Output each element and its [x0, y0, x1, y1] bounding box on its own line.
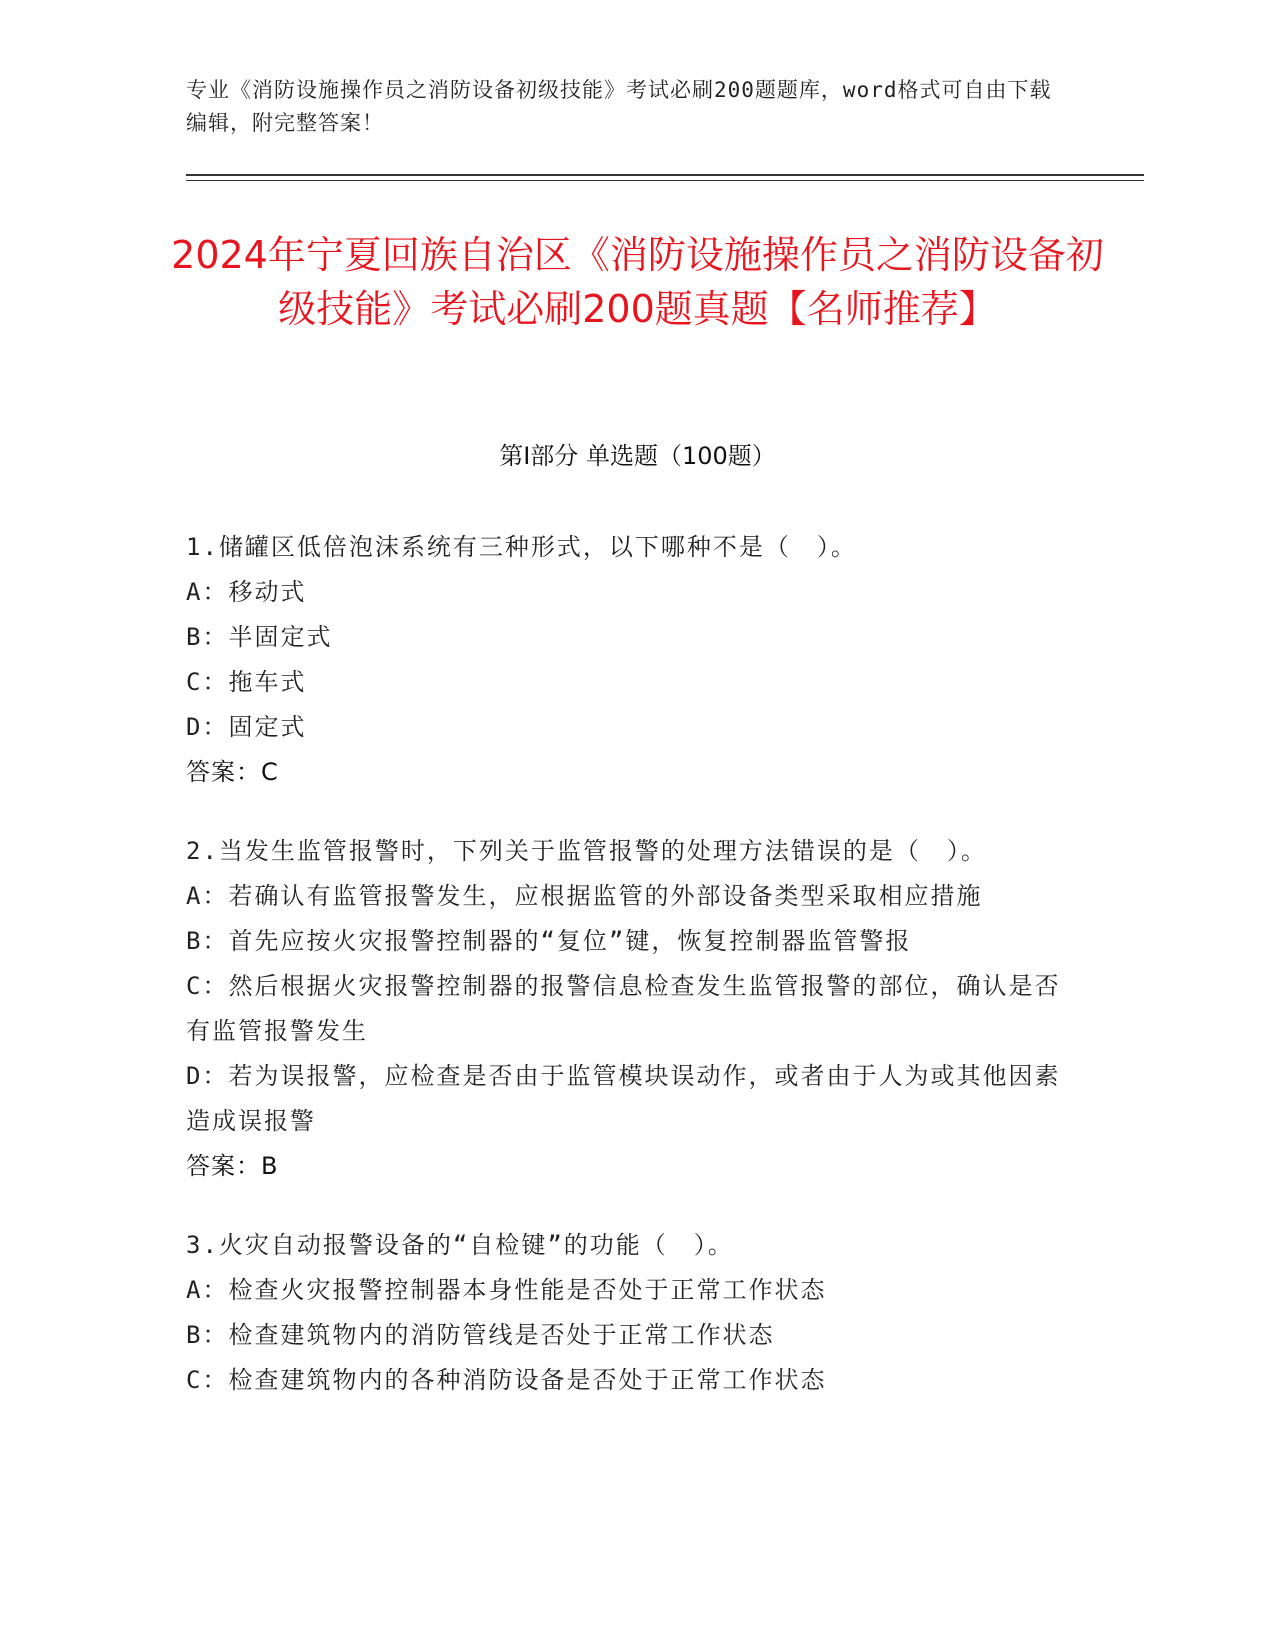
- header-divider-thick: [186, 174, 1144, 176]
- answer: 答案：C: [186, 758, 279, 786]
- question-stem: 3.火灾自动报警设备的“自检键”的功能（ ）。: [186, 1231, 734, 1259]
- option-a: A：移动式: [186, 578, 307, 606]
- answer: 答案：B: [186, 1152, 279, 1180]
- document-title: 2024年宁夏回族自治区《消防设施操作员之消防设备初级技能》考试必刷200题真题【名师推荐】: [171, 233, 1104, 331]
- section-title: 第I部分 单选题（100题）: [499, 442, 776, 470]
- option-d: D：固定式: [186, 713, 307, 741]
- option-b: B：首先应按火灾报警控制器的“复位”键，恢复控制器监管警报: [186, 927, 912, 955]
- option-b: B：半固定式: [186, 623, 333, 651]
- question-2: [186, 829, 1066, 1189]
- option-c: C：拖车式: [186, 668, 307, 696]
- question-list: [186, 525, 1066, 1437]
- question-3: [186, 1223, 1066, 1403]
- option-c: C：然后根据火灾报警控制器的报警信息检查发生监管报警的部位，确认是否有监管报警发生: [186, 972, 1061, 1045]
- header-divider-thin: [186, 180, 1144, 181]
- option-a: A：检查火灾报警控制器本身性能是否处于正常工作状态: [186, 1276, 827, 1304]
- question-stem: 2.当发生监管报警时，下列关于监管报警的处理方法错误的是（ ）。: [186, 837, 987, 865]
- option-d: D：若为误报警，应检查是否由于监管模块误动作，或者由于人为或其他因素造成误报警: [186, 1062, 1061, 1135]
- option-b: B：检查建筑物内的消防管线是否处于正常工作状态: [186, 1321, 775, 1349]
- option-c: C：检查建筑物内的各种消防设备是否处于正常工作状态: [186, 1366, 827, 1394]
- option-a: A：若确认有监管报警发生，应根据监管的外部设备类型采取相应措施: [186, 882, 983, 910]
- header-note: 专业《消防设施操作员之消防设备初级技能》考试必刷200题题库，word格式可自由下载编辑，附完整答案！: [186, 78, 1052, 135]
- question-1: [186, 525, 1066, 795]
- question-stem: 1.储罐区低倍泡沫系统有三种形式，以下哪种不是（ ）。: [186, 533, 857, 561]
